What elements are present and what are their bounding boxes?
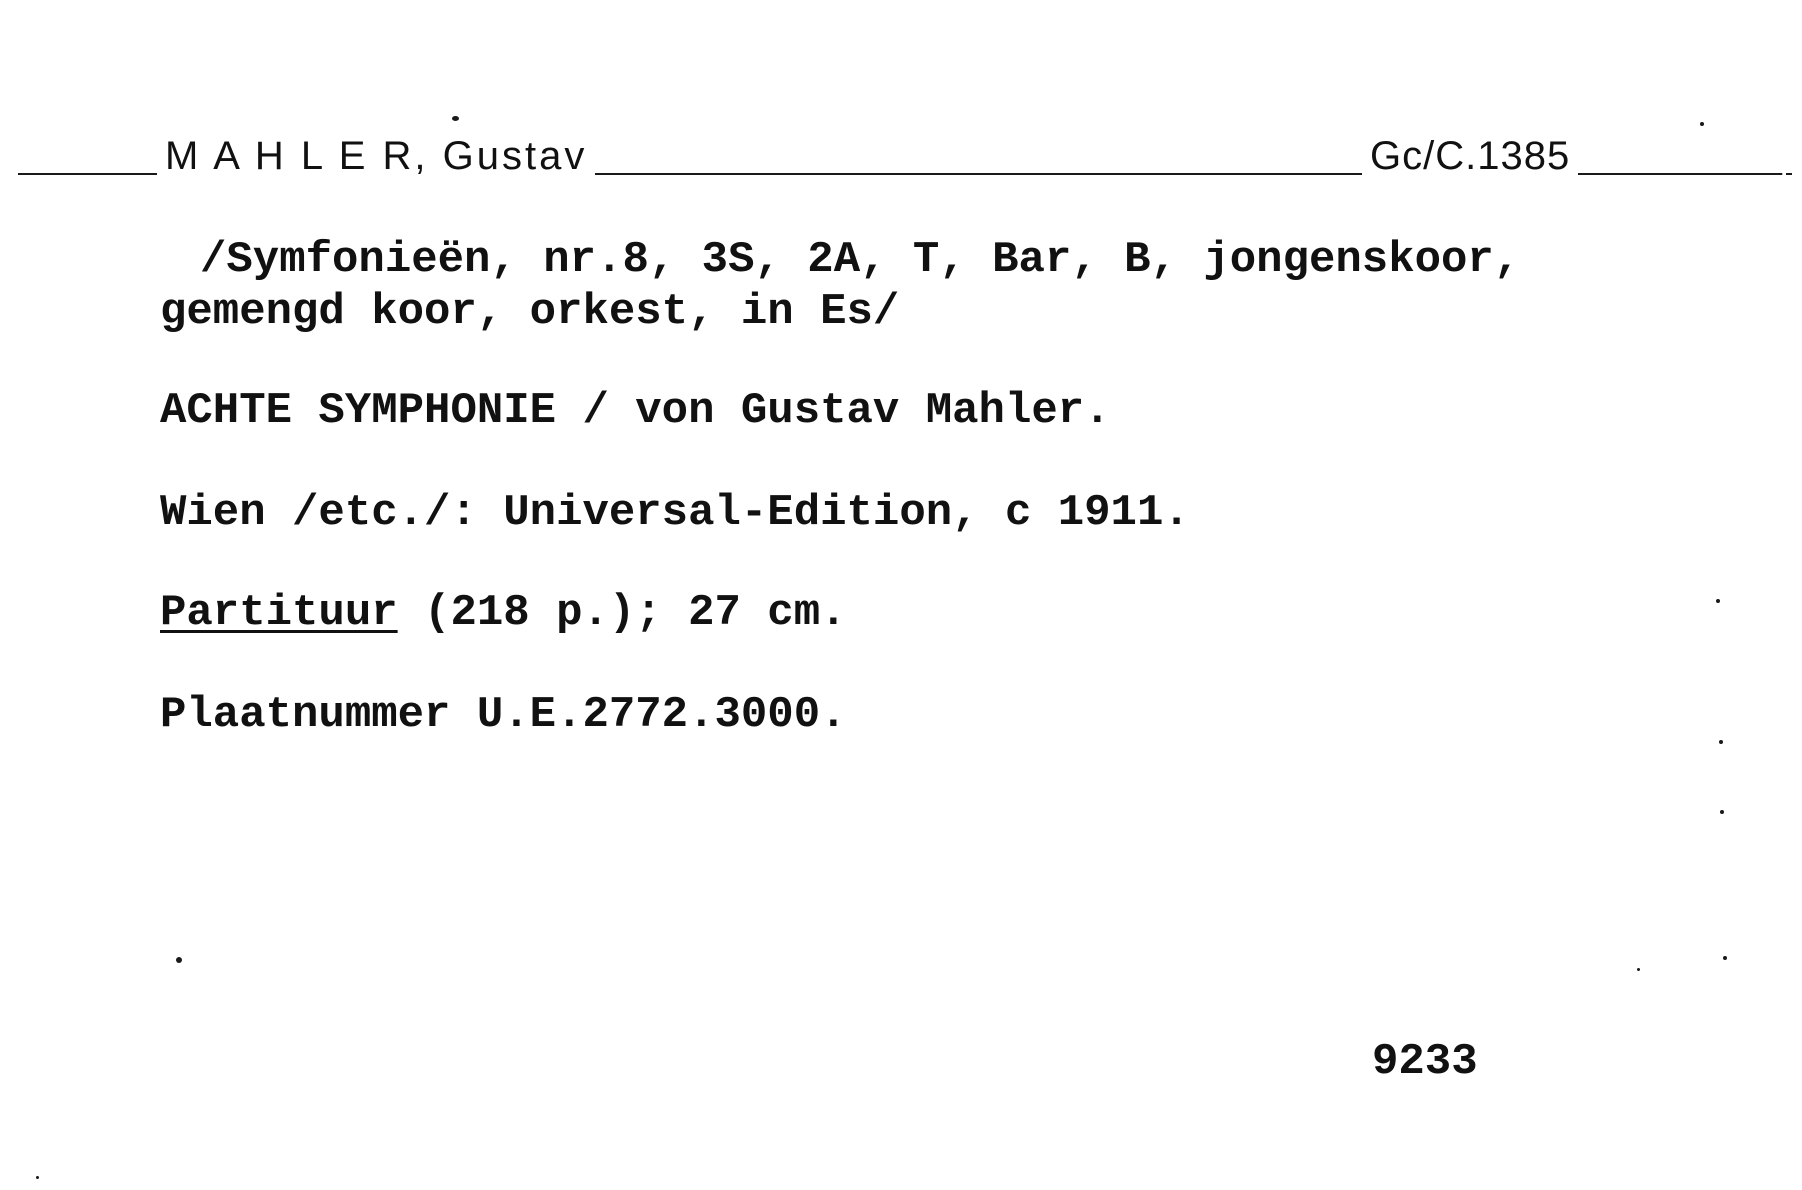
heading-rule-end — [1640, 173, 1792, 175]
collation-details: (218 p.); 27 cm. — [397, 588, 847, 638]
speck — [1720, 810, 1724, 814]
collation-term: Partituur — [160, 588, 398, 638]
speck — [1719, 740, 1723, 744]
speck — [452, 116, 459, 121]
speck — [1723, 956, 1727, 960]
title-statement: ACHTE SYMPHONIE / von Gustav Mahler. — [160, 386, 1111, 436]
author-heading: M A H L E R, Gustav — [157, 134, 595, 178]
speck — [36, 1176, 39, 1179]
speck — [1716, 599, 1720, 603]
plate-number: Plaatnummer U.E.2772.3000. — [160, 690, 847, 740]
speck — [1700, 122, 1704, 126]
uniform-title-line-2: gemengd koor, orkest, in Es/ — [160, 287, 900, 337]
uniform-title-line-1: /Symfonieën, nr.8, 3S, 2A, T, Bar, B, jongenskoor, — [200, 235, 1521, 285]
collation — [160, 588, 847, 638]
heading-row — [0, 128, 1802, 178]
speck — [176, 957, 182, 963]
card-number: 9233 — [1372, 1037, 1478, 1087]
speck — [1637, 968, 1640, 971]
call-number: Gc/C.1385 — [1362, 134, 1578, 178]
imprint: Wien /etc./: Universal-Edition, c 1911. — [160, 488, 1190, 538]
